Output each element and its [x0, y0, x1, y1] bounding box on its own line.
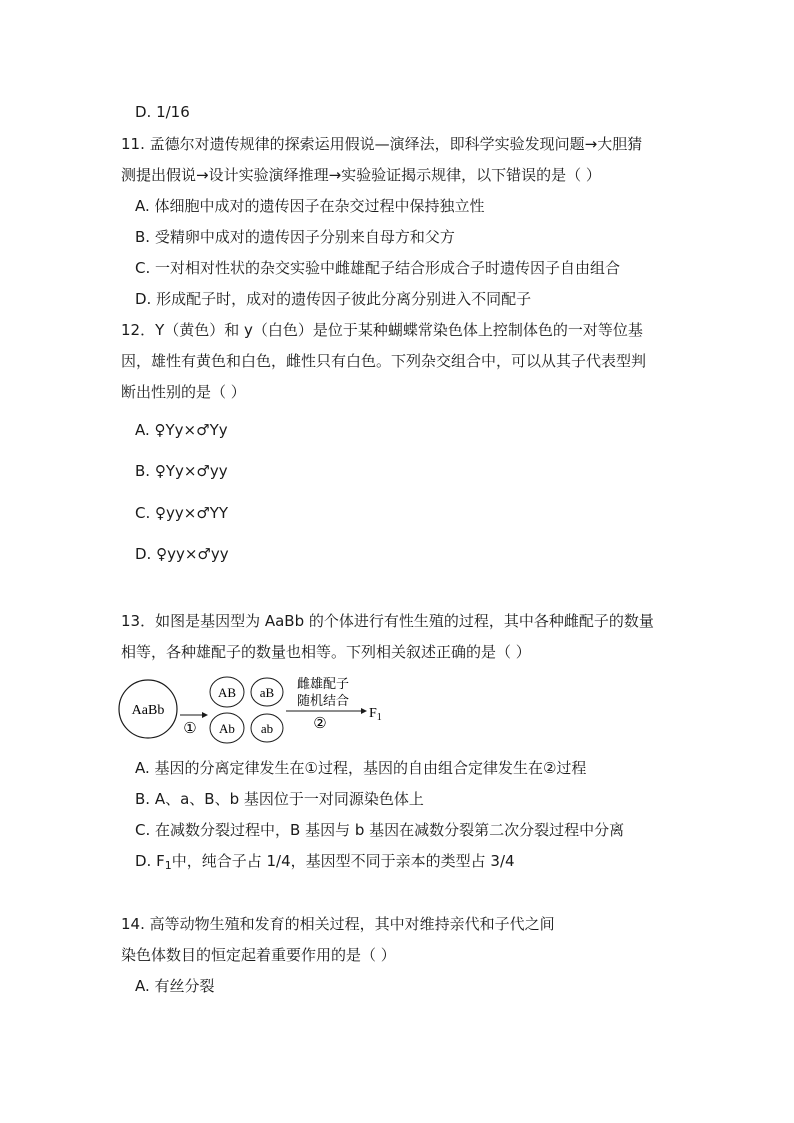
offspring-subscript: 1	[376, 712, 382, 723]
gamete-diagram	[118, 673, 398, 745]
question-11-option-c[interactable]: C. 一对相对性状的杂交实验中雌雄配子结合形成合子时遗传因子自由组合	[135, 259, 621, 277]
step-1-arrowhead	[202, 712, 208, 718]
question-11-option-a[interactable]: A. 体细胞中成对的遗传因子在杂交过程中保持独立性	[135, 197, 485, 215]
parent-genotype-label: AaBb	[131, 703, 165, 718]
arrow-label-line-1: 雌雄配子	[296, 676, 350, 691]
offspring-label	[369, 706, 382, 723]
option-d: D. 1/16	[135, 103, 190, 121]
question-13-option-a[interactable]: A. 基因的分离定律发生在①过程，基因的自由组合定律发生在②过程	[135, 759, 587, 777]
question-12-stem-line-3: 断出性别的是（ ）	[121, 383, 246, 401]
step-2-arrowhead	[361, 708, 367, 714]
question-11-option-d[interactable]: D. 形成配子时，成对的遗传因子彼此分离分别进入不同配子	[135, 290, 532, 308]
question-13-option-c[interactable]: C. 在减数分裂过程中，B 基因与 b 基因在减数分裂第二次分裂过程中分离	[135, 821, 625, 839]
question-14-stem-line-2: 染色体数目的恒定起着重要作用的是（ ）	[121, 946, 396, 964]
gamete-label: Ab	[219, 721, 235, 736]
question-11-stem-line-2: 测提出假说→设计实验演绎推理→实验验证揭示规律，以下错误的是（ ）	[121, 166, 601, 184]
question-13-stem-line-2: 相等，各种雄配子的数量也相等。下列相关叙述正确的是（ ）	[121, 643, 531, 661]
question-12-option-b[interactable]: B. ♀Yy×♂yy	[135, 462, 228, 480]
step-1-label: ①	[183, 721, 197, 737]
question-12-stem-line-1: 12．Y（黄色）和 y（白色）是位于某种蝴蝶常染色体上控制体色的一对等位基	[121, 321, 643, 339]
question-13-stem-line-1: 13．如图是基因型为 AaBb 的个体进行有性生殖的过程，其中各种雌配子的数量	[121, 612, 654, 630]
question-14-option-a[interactable]: A. 有丝分裂	[135, 977, 215, 995]
question-11-stem-line-1: 11. 孟德尔对遗传规律的探索运用假说—演绎法，即科学实验发现问题→大胆猜	[121, 135, 643, 153]
gamete-label: AB	[217, 685, 237, 700]
question-14-stem-line-1: 14. 高等动物生殖和发育的相关过程，其中对维持亲代和子代之间	[121, 915, 555, 933]
option-d-subscript: 1	[164, 859, 172, 872]
question-12-option-a[interactable]: A. ♀Yy×♂Yy	[135, 421, 228, 439]
gamete-label: ab	[260, 721, 274, 736]
question-12-option-d[interactable]: D. ♀yy×♂yy	[135, 545, 229, 563]
arrow-label-line-2: 随机结合	[296, 693, 350, 708]
question-12-stem-line-2: 因，雄性有黄色和白色，雌性只有白色。下列杂交组合中，可以从其子代表型判	[121, 352, 647, 370]
step-2-label: ②	[313, 716, 327, 732]
question-11-option-b[interactable]: B. 受精卵中成对的遗传因子分别来自母方和父方	[135, 228, 455, 246]
question-12-option-c[interactable]: C. ♀yy×♂YY	[135, 504, 229, 522]
question-13-option-d[interactable]	[135, 851, 515, 876]
gamete-label: aB	[259, 685, 275, 700]
question-13-option-b[interactable]: B. A、a、B、b 基因位于一对同源染色体上	[135, 790, 424, 808]
offspring-letter: F	[369, 706, 377, 721]
option-d-text: 中，纯合子占 1/4，基因型不同于亲本的类型占 3/4	[171, 852, 515, 870]
option-d-prefix: D. F	[135, 852, 165, 870]
